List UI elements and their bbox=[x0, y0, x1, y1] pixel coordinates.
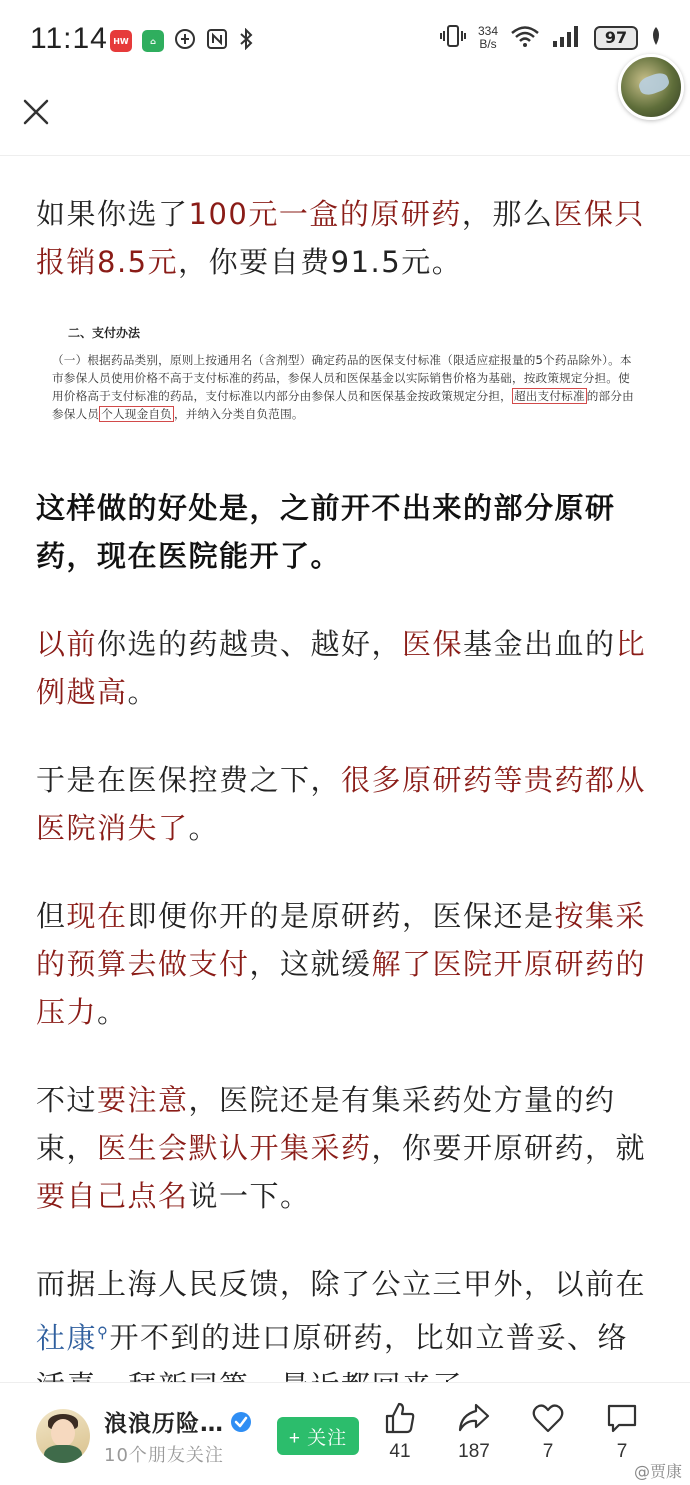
text-span: 开不到的进口原研药，比如立普妥、络 bbox=[109, 1320, 629, 1355]
doc-text: 的部分由参保人员 bbox=[52, 389, 634, 421]
doc-text: （一）根据药品类别，原则上按通用名（含剂型）确定药品的医保支付标准（限适应症报量的5个药品除外）。本市参保人员使用价格不高于支付标准的药品，参保人员和医保基金以实际销售价格为基础，按政策规定分担。使用价格高于支付标准的药品，支付标准以内部分由参保人员和医保基金按政策规定分担， bbox=[52, 353, 632, 403]
article-body bbox=[36, 156, 656, 1450]
highlight-span: 比例越高 bbox=[36, 627, 647, 709]
favorite-button[interactable] bbox=[518, 1401, 578, 1463]
favorite-count: 7 bbox=[542, 1441, 554, 1462]
text-span: 而据上海人民反馈，除了公立三甲外，以前在 bbox=[36, 1267, 647, 1301]
comment-bubble-icon bbox=[605, 1401, 639, 1435]
highlight-span: 100元一盒的原研药 bbox=[188, 197, 462, 231]
share-count: 187 bbox=[458, 1441, 490, 1462]
paragraph-2: 这样做的好处是，之前开不出来的部分原研药，现在医院能开了。 bbox=[36, 491, 616, 573]
leaf-icon bbox=[650, 26, 662, 50]
author-mutual-followers: 10个朋友关注 bbox=[104, 1445, 224, 1466]
topic-link-label: 社康 bbox=[36, 1320, 98, 1355]
comment-button[interactable] bbox=[592, 1401, 652, 1463]
highlight-span: 要注意 bbox=[97, 1083, 189, 1117]
paragraph-3 bbox=[36, 620, 656, 716]
text-span: 不过 bbox=[36, 1083, 98, 1117]
text-span: 基金出血的 bbox=[463, 627, 616, 661]
text-span: 。 bbox=[97, 995, 128, 1029]
text-span: ，医院还是有集采药处方量的约束， bbox=[36, 1083, 616, 1165]
house-app-icon: ⌂ bbox=[142, 30, 164, 52]
author-avatar[interactable] bbox=[36, 1409, 90, 1463]
text-span: 于是在医保控费之下， bbox=[36, 763, 342, 797]
heart-icon bbox=[531, 1401, 565, 1435]
doc-heading: 二、支付办法 bbox=[68, 326, 141, 340]
highlight-span: 现在 bbox=[66, 899, 128, 933]
paragraph-1 bbox=[36, 190, 656, 286]
search-icon: ⚲ bbox=[97, 1323, 110, 1341]
text-span: 但 bbox=[36, 899, 67, 933]
close-button[interactable] bbox=[18, 94, 54, 130]
bluetooth-icon bbox=[238, 28, 254, 54]
text-span: 。 bbox=[127, 675, 159, 709]
text-span: 说一下。 bbox=[188, 1179, 311, 1213]
avatar-image-stream bbox=[637, 70, 671, 97]
document-excerpt-image[interactable] bbox=[36, 324, 656, 444]
doc-boxed-text: 个人现金自负 bbox=[101, 407, 172, 421]
verified-badge-icon bbox=[230, 1411, 252, 1433]
status-bar bbox=[0, 0, 690, 84]
close-icon bbox=[22, 98, 50, 126]
bottom-action-bar bbox=[0, 1382, 690, 1485]
highlight-span: 医保 bbox=[402, 627, 464, 661]
paragraph-6 bbox=[36, 1076, 656, 1220]
wifi-icon bbox=[510, 24, 540, 52]
comment-count: 7 bbox=[616, 1441, 628, 1462]
highlight-span: 医保只报销8.5元 bbox=[36, 197, 645, 279]
like-count: 41 bbox=[389, 1441, 411, 1462]
doc-body bbox=[52, 351, 638, 423]
status-app-icons bbox=[110, 28, 254, 54]
follow-button[interactable]: + 关注 bbox=[277, 1417, 359, 1455]
nfc-icon bbox=[206, 28, 228, 54]
net-speed-unit: B/s bbox=[479, 37, 497, 51]
text-span: ，那么 bbox=[461, 197, 554, 231]
watermark: @贾康 bbox=[633, 1462, 682, 1481]
vibrate-icon bbox=[440, 24, 466, 52]
signal-icon bbox=[552, 24, 582, 52]
highlight-span: 要自己点名 bbox=[36, 1179, 189, 1213]
author-avatar-top[interactable] bbox=[618, 54, 684, 120]
topic-link[interactable] bbox=[36, 1321, 110, 1355]
doc-boxed-text: 超出支付标准 bbox=[513, 389, 585, 403]
text-span: ，你要开原研药，就 bbox=[371, 1131, 647, 1165]
doc-text: ，并纳入分类自负范围。 bbox=[173, 407, 304, 421]
status-right bbox=[440, 24, 662, 52]
g-app-icon bbox=[174, 28, 196, 54]
net-speed bbox=[478, 25, 498, 51]
status-time: 11:14 bbox=[30, 22, 108, 55]
nav-bar bbox=[0, 84, 690, 156]
thumbs-up-icon bbox=[383, 1401, 417, 1435]
paragraph-5 bbox=[36, 892, 656, 1036]
avatar-face bbox=[51, 1419, 75, 1447]
highlight-span: 很多原研药等贵药都从医院消失了 bbox=[36, 763, 647, 845]
author-name: 浪浪历险… bbox=[104, 1411, 224, 1437]
text-span: ，这就缓 bbox=[249, 947, 372, 981]
share-button[interactable] bbox=[444, 1401, 504, 1463]
like-button[interactable] bbox=[370, 1401, 430, 1463]
battery-indicator: 97 bbox=[594, 26, 638, 50]
author-name-row[interactable] bbox=[104, 1405, 252, 1438]
share-arrow-icon bbox=[457, 1401, 491, 1435]
huawei-appgallery-icon: HW bbox=[110, 30, 132, 52]
highlight-span: 医生会默认开集采药 bbox=[97, 1131, 372, 1165]
highlight-span: 按集采的预算去做支付 bbox=[36, 899, 647, 981]
text-span: 你选的药越贵、越好， bbox=[97, 627, 403, 661]
paragraph-4 bbox=[36, 756, 656, 852]
text-span: 即便你开的是原研药，医保还是 bbox=[127, 899, 555, 933]
net-speed-value: 334 bbox=[477, 24, 498, 38]
highlight-span: 解了医院开原研药的压力 bbox=[36, 947, 647, 1029]
text-span: ，你要自费91.5元。 bbox=[178, 245, 463, 279]
highlight-span: 以前 bbox=[36, 627, 98, 661]
text-span: 。 bbox=[188, 811, 220, 845]
text-span: 如果你选了 bbox=[36, 197, 189, 231]
avatar-body bbox=[44, 1445, 82, 1463]
